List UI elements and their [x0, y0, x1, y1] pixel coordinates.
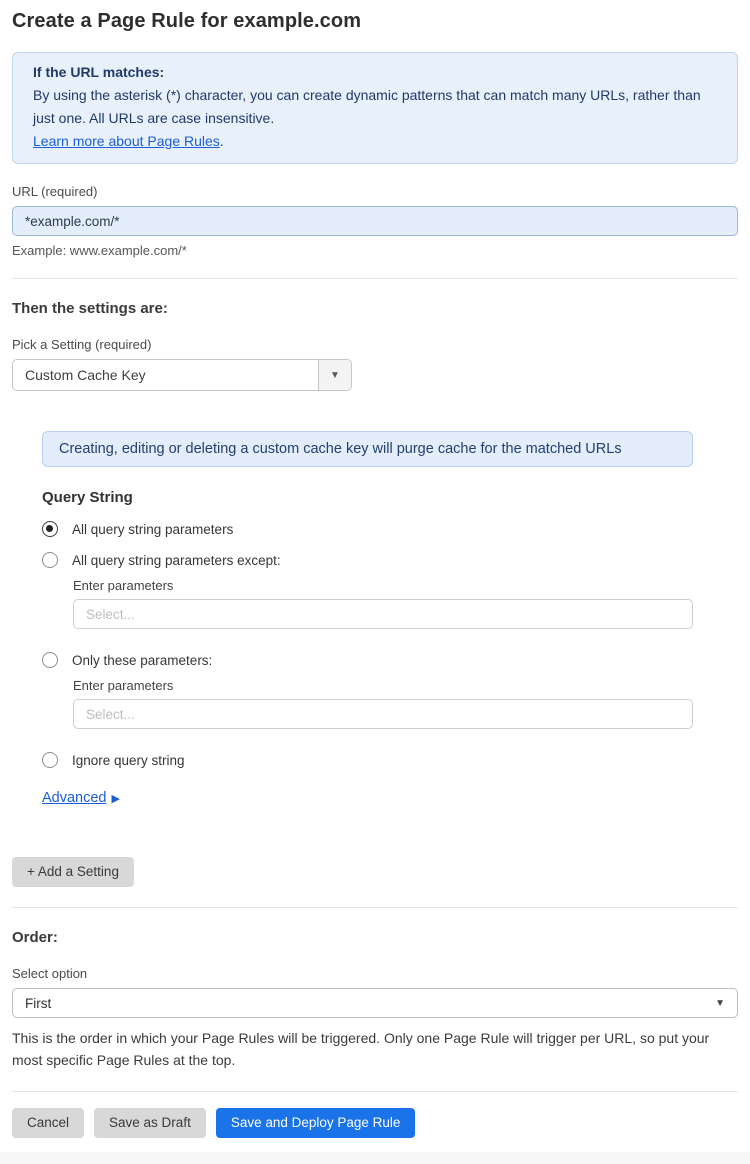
- radio-button-icon[interactable]: [42, 652, 58, 668]
- chevron-down-icon: ▼: [715, 997, 725, 1009]
- settings-heading: Then the settings are:: [12, 300, 168, 317]
- radio-label: All query string parameters: [72, 521, 234, 537]
- radio-button-icon[interactable]: [42, 521, 58, 537]
- page-title: Create a Page Rule for example.com: [12, 10, 362, 32]
- footer-actions: [12, 1108, 738, 1138]
- divider: [12, 907, 738, 908]
- setting-select[interactable]: [12, 359, 352, 391]
- order-select-value: First: [25, 995, 52, 1011]
- info-box-link-line: [33, 130, 717, 153]
- only-params-field: [73, 678, 738, 729]
- setting-select-value: Custom Cache Key: [25, 367, 146, 383]
- radio-all-except[interactable]: [42, 552, 738, 568]
- cache-key-notice: Creating, editing or deleting a custom cache key will purge cache for the matched URLs: [42, 431, 693, 467]
- url-input[interactable]: [12, 206, 738, 236]
- advanced-link[interactable]: Advanced: [42, 790, 107, 806]
- url-match-info-box: [12, 52, 738, 164]
- cancel-button[interactable]: Cancel: [12, 1108, 84, 1138]
- order-select-label: Select option: [12, 966, 88, 981]
- query-string-heading: Query String: [42, 489, 133, 506]
- except-params-field: [73, 578, 738, 629]
- divider: [12, 278, 738, 279]
- except-params-input[interactable]: [73, 599, 693, 629]
- radio-all-query-params[interactable]: [42, 521, 738, 537]
- divider: [12, 1091, 738, 1092]
- bottom-strip: [0, 1152, 750, 1164]
- radio-button-icon[interactable]: [42, 752, 58, 768]
- save-as-draft-button[interactable]: Save as Draft: [94, 1108, 206, 1138]
- add-setting-button[interactable]: + Add a Setting: [12, 857, 134, 887]
- triangle-right-icon: ▶: [111, 792, 120, 805]
- enter-parameters-label: Enter parameters: [73, 578, 174, 593]
- info-box-heading: If the URL matches:: [33, 64, 165, 80]
- info-box-body: By using the asterisk (*) character, you can create dynamic patterns that can match many URLs, rather than just one. All URLs are case insensitive.: [33, 87, 701, 126]
- radio-only-these[interactable]: [42, 652, 738, 668]
- radio-label: All query string parameters except:: [72, 552, 281, 568]
- radio-label: Only these parameters:: [72, 652, 213, 668]
- query-string-section: [42, 489, 738, 768]
- order-heading: Order:: [12, 929, 58, 946]
- radio-button-icon[interactable]: [42, 552, 58, 568]
- only-params-input[interactable]: [73, 699, 693, 729]
- url-example-hint: Example: www.example.com/*: [12, 243, 187, 258]
- radio-ignore-query-string[interactable]: [42, 752, 738, 768]
- chevron-down-icon[interactable]: ▼: [318, 360, 351, 390]
- link-period: .: [219, 133, 224, 149]
- order-description: This is the order in which your Page Rules will be triggered. Only one Page Rule will trigger per URL, so put your most specific Page Rules at the top.: [12, 1030, 710, 1068]
- enter-parameters-label: Enter parameters: [73, 678, 174, 693]
- learn-more-link[interactable]: Learn more about Page Rules: [33, 133, 220, 149]
- radio-label: Ignore query string: [72, 752, 185, 768]
- advanced-toggle[interactable]: [42, 790, 120, 806]
- save-and-deploy-button[interactable]: Save and Deploy Page Rule: [216, 1108, 416, 1138]
- pick-setting-label: Pick a Setting (required): [12, 337, 152, 352]
- page-rule-form: [0, 10, 750, 1138]
- order-select[interactable]: [12, 988, 738, 1018]
- url-field-label: URL (required): [12, 184, 98, 199]
